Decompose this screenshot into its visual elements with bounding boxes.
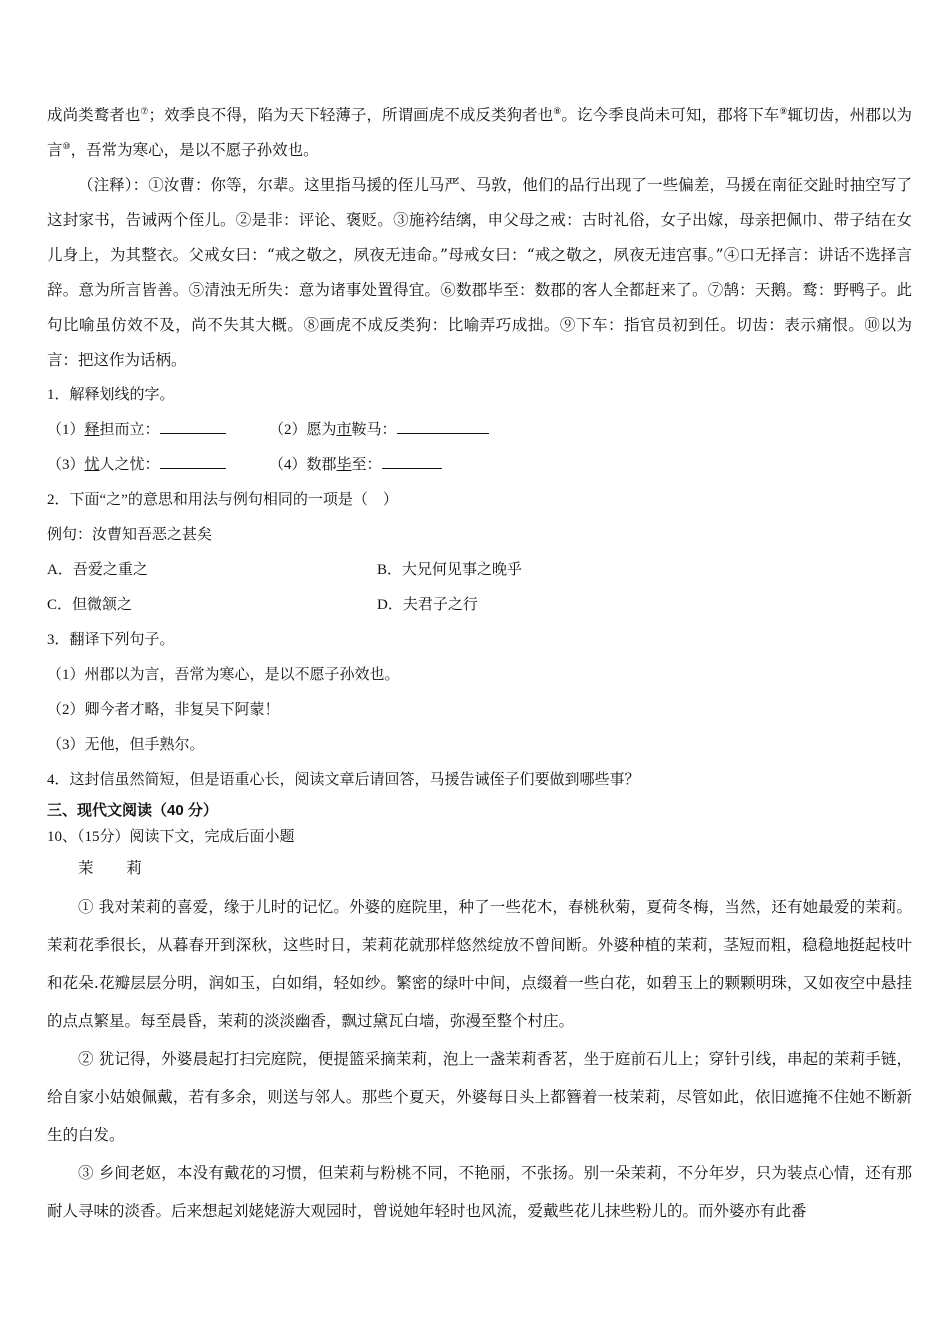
question-1-row-b <box>47 448 912 483</box>
section-heading: 三、现代文阅读（40 分） <box>47 802 218 819</box>
question-2-options-row-2 <box>47 588 912 623</box>
article-title: 茉 莉 <box>78 859 156 877</box>
passage-text: 。讫今季良尚未可知，郡将下车 <box>561 106 780 124</box>
article-paragraph-2: ② 犹记得，外婆晨起打扫完庭院，便提篮采摘茉莉，泡上一盏茉莉香茗，坐于庭前石儿上；穿针引线，串起的茉莉手链，给自家小姑娘佩戴，若有多余，则送与邻人。那些个夏天，外婆每日头上都簪着一枝茉莉，尽管如此，依旧遮掩不住她不断新生的白发。 <box>47 1050 912 1144</box>
question-10-stem: 10、（15分）阅读下文，完成后面小题 <box>47 829 295 845</box>
question-1-item-2: （2）愿为市鞍马： <box>269 413 489 448</box>
option-c[interactable]: C．但微颔之 <box>47 597 133 613</box>
question-1-item-3: （3）忧人之忧： <box>47 448 269 483</box>
document-page <box>47 98 912 1230</box>
note-marker: ⑦ <box>140 106 149 117</box>
underlined-char: 市 <box>336 422 352 438</box>
question-3-stem: 3．翻译下列句子。 <box>47 632 175 648</box>
underlined-char: 释 <box>84 422 100 438</box>
note-marker: ⑨ <box>779 106 788 117</box>
passage-text: 州郡以为言 <box>47 106 912 159</box>
answer-blank[interactable] <box>382 454 442 469</box>
underlined-char: 毕 <box>336 457 352 473</box>
question-1-item-1: （1）释担而立： <box>47 413 269 448</box>
passage-text: ；效季良不得，陷为天下轻薄子，所谓画虎不成反类狗者也 <box>148 106 554 124</box>
passage-text: ，吾常为寒心，是以不愿子孙效也。 <box>70 141 319 159</box>
article-paragraph-3: ③ 乡间老妪，本没有戴花的习惯，但茉莉与粉桃不同，不艳丽，不张扬。别一朵茉莉，不分年岁，只为装点心情，还有那耐人寻味的淡香。后来想起刘姥姥游大观园时，曾说她年轻时也风流，爱戴些花儿抹些粉儿的。而外婆亦有此番 <box>47 1164 912 1220</box>
question-2-example: 例句：汝曹知吾恶之甚矣 <box>47 527 213 543</box>
question-1-row-a <box>47 413 912 448</box>
article-paragraph-1: ① 我对茉莉的喜爱，缘于儿时的记忆。外婆的庭院里，种了一些花木，春桃秋菊，夏荷冬梅，当然，还有她最爱的茉莉。茉莉花季很长，从暮春开到深秋，这些时日，茉莉花就那样悠然绽放不曾间断。外婆种植的茉莉，茎短而粗，稳稳地挺起枝叶和花朵.花瓣层层分明，润如玉，白如绢，轻如纱。繁密的绿叶中间，点缀着一些白花，如碧玉上的颗颗明珠，又如夜空中悬挂的点点繁星。每至晨昏，茉莉的淡淡幽香，飘过黛瓦白墙，弥漫至整个村庄。 <box>47 898 912 1030</box>
question-1-stem: 1．解释划线的字。 <box>47 387 175 403</box>
option-b[interactable]: B．大兄何见事之晚乎 <box>377 562 523 578</box>
answer-blank[interactable] <box>397 419 489 434</box>
option-d[interactable]: D．夫君子之行 <box>377 597 478 613</box>
answer-blank[interactable] <box>160 419 226 434</box>
question-2-options-row-1 <box>47 553 912 588</box>
option-a[interactable]: A．吾爱之重之 <box>47 562 148 578</box>
question-3-sentence-2: （2）卿今者才略，非复吴下阿蒙！ <box>47 702 280 718</box>
question-4-stem: 4．这封信虽然简短，但是语重心长，阅读文章后请回答，马援告诫侄子们要做到哪些事？ <box>47 772 640 788</box>
question-2-stem: 2．下面“之”的意思和用法与例句相同的一项是（ ） <box>47 492 398 508</box>
note-marker: ⑧ <box>553 106 562 117</box>
passage-continuation <box>47 98 912 168</box>
annotations: （注释）：①汝曹：你等，尔辈。这里指马援的侄儿马严、马敦，他们的品行出现了一些偏差，马援在南征交趾时抽空写了这封家书，告诫两个侄儿。②是非：评论、褒贬。③施衿结缡，申父母之戒：古时礼俗，女子出嫁，母亲把佩巾、带子结在女儿身上，为其整衣。父戒女曰：“戒之敬之，夙夜无违命。”母戒女曰：“戒之敬之，夙夜无违宫事。”④口无择言：讲话不选择言辞。意为所言皆善。⑤清浊无所失：意为诸事处置得宜。⑥数郡毕至：数郡的客人全都赶来了。⑦鹄：天鹅。鹜：野鸭子。此句比喻虽仿效不及，尚不失其大概。⑧画虎不成反类狗：比喻弄巧成拙。⑨下车：指官员初到任。切齿：表示痛恨。⑩以为言：把这作为话柄。 <box>47 176 912 369</box>
question-3-sentence-1: （1）州郡以为言，吾常为寒心，是以不愿子孙效也。 <box>47 667 400 683</box>
note-marker: ⑩ <box>62 141 71 152</box>
passage-text: 成尚类鹜者也 <box>47 106 141 124</box>
question-1-item-4: （4）数郡毕至： <box>269 448 442 483</box>
question-3-sentence-3: （3）无他，但手熟尔。 <box>47 737 205 753</box>
underlined-char: 忧 <box>84 457 100 473</box>
passage-text: 辄切齿， <box>787 106 850 124</box>
answer-blank[interactable] <box>160 454 226 469</box>
